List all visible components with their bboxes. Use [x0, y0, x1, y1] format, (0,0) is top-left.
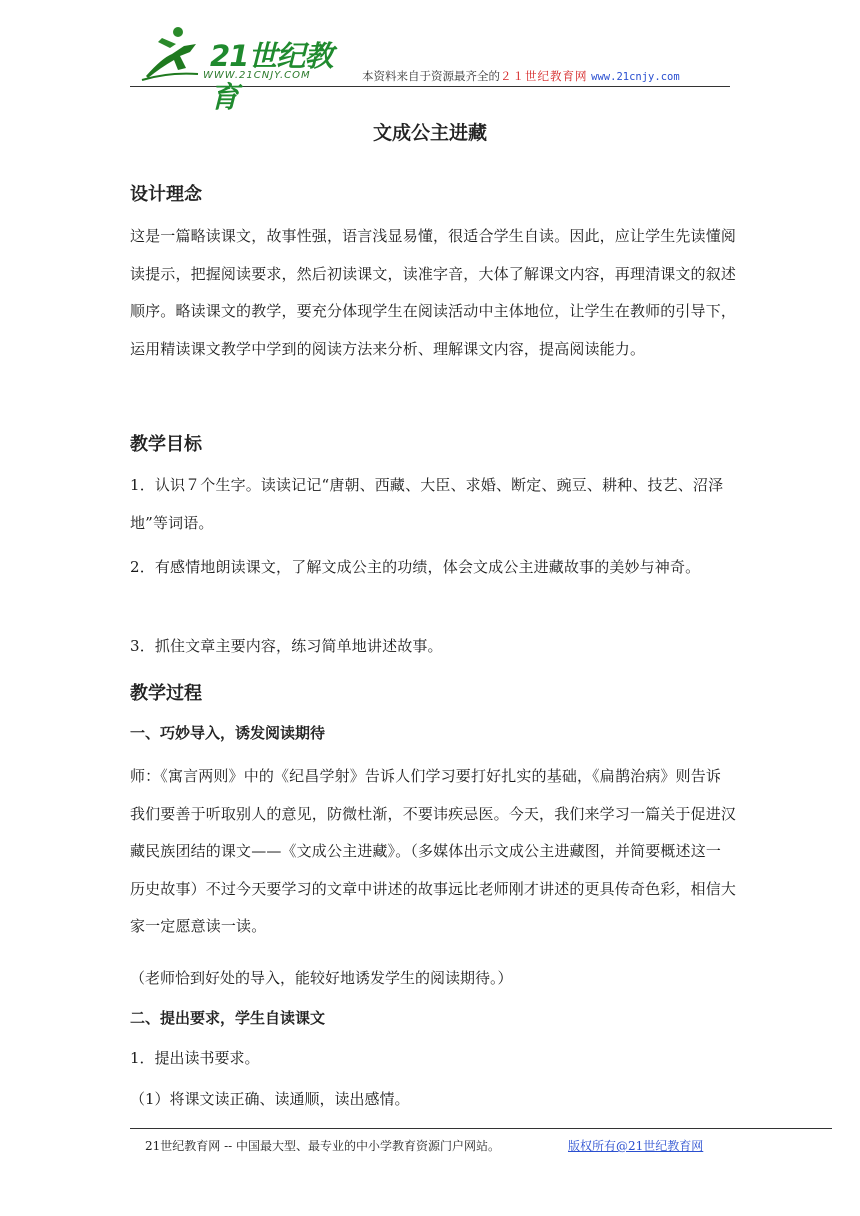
tagline-url-link[interactable]: www.21cnjy.com — [591, 71, 680, 83]
page-header — [130, 20, 730, 114]
tagline-prefix: 本资料来自于资源最齐全的 — [362, 69, 500, 83]
concept-paragraph: 这是一篇略读课文，故事性强，语言浅显易懂，很适合学生自读。因此，应让学生先读懂阅读提示，把握阅读要求，然后初读课文，读准字音，大体了解课文内容，再理清课文的叙述顺序。略读课文的教学，要充分体现学生在阅读活动中主体地位，让学生在教师的引导下，运用精读课文教学中学到的阅读方法来分析、理解课文内容，提高阅读能力。 — [130, 227, 737, 358]
section-heading-goals: 教学目标 — [130, 434, 202, 455]
step2-item-2: （1）将课文读正确、读通顺，读出感情。 — [130, 1090, 410, 1108]
logo-text: 21世纪教育 — [210, 39, 333, 114]
step1-note: （老师恰到好处的导入，能较好地诱发学生的阅读期待。） — [130, 969, 513, 987]
goal-item-3: 3．抓住文章主要内容，练习简单地讲述故事。 — [130, 637, 443, 655]
section-heading-process: 教学过程 — [130, 683, 202, 704]
footer-text: 21世纪教育网 -- 中国最大型、最专业的中小学教育资源门户网站。 — [145, 1139, 501, 1153]
step1-heading: 一、巧妙导入，诱发阅读期待 — [130, 724, 326, 742]
site-logo[interactable] — [138, 24, 338, 114]
logo-url: WWW.21CNJY.COM — [203, 70, 311, 81]
document-title: 文成公主进藏 — [372, 122, 487, 144]
footer-divider — [130, 1128, 832, 1129]
step1-paragraph: 师：《寓言两则》中的《纪昌学射》告诉人们学习要打好扎实的基础，《扁鹊治病》则告诉我们要善于听取别人的意见，防微杜渐，不要讳疾忌医。今天，我们来学习一篇关于促进汉藏民族团结的课文——《文成公主进藏》。（多媒体出示文成公主进藏图，并简要概述这一历史故事）不过今天要学习的文章中讲述的故事远比老师刚才讲述的更具传奇色彩，相信大家一定愿意读一读。 — [130, 767, 737, 935]
header-tagline — [362, 68, 680, 84]
goal-item-1: 1．认识７个生字。读读记记“唐朝、西藏、大臣、求婚、断定、豌豆、耕种、技艺、沼泽地”等词语。 — [130, 476, 724, 532]
tagline-site-link[interactable]: ２１世纪教育网 — [500, 69, 588, 83]
step2-item-1: 1．提出读书要求。 — [130, 1049, 260, 1067]
footer-copyright-link[interactable]: 版权所有@21世纪教育网 — [568, 1139, 704, 1153]
section-heading-concept: 设计理念 — [130, 184, 202, 205]
goal-item-2: 2．有感情地朗读课文，了解文成公主的功绩，体会文成公主进藏故事的美妙与神奇。 — [130, 558, 701, 576]
step2-heading: 二、提出要求，学生自读课文 — [130, 1009, 326, 1027]
